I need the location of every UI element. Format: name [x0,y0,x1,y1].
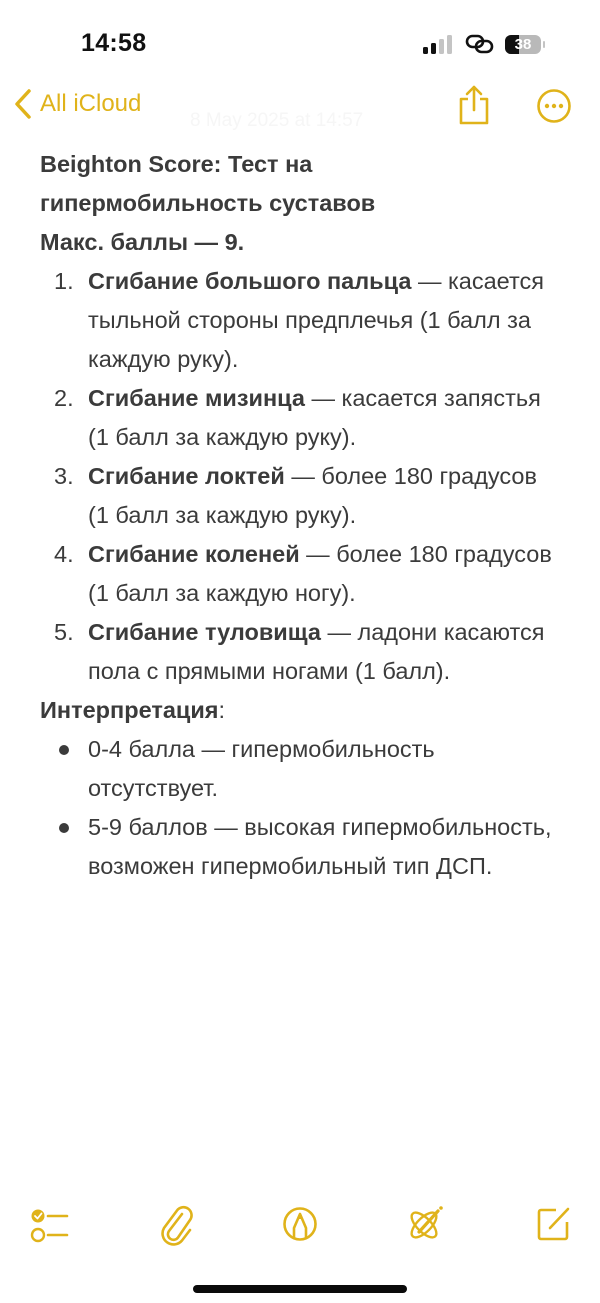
attachment-icon [160,1204,196,1246]
note-title-line-2: гипермобильность суставов [40,190,376,216]
interpretation-heading [40,691,560,730]
max-score: Макс. баллы — 9. [40,229,245,255]
criterion-name: Сгибание коленей [88,541,300,567]
battery-percent: 38 [514,36,532,53]
note-title-line-1: Beighton Score: Тест на [40,151,313,177]
list-item [40,613,560,691]
note-date: 8 May 2025 at 14:57 [190,110,364,131]
list-number: 3. [54,463,74,489]
back-label: All iCloud [40,90,142,117]
back-button[interactable] [14,88,141,120]
criterion-name: Сгибание мизинца [88,385,305,411]
criterion-name: Сгибание локтей [88,463,285,489]
list-item [40,730,560,808]
compose-button[interactable] [536,1206,572,1247]
personal-hotspot-link-icon [465,33,495,55]
checklist-icon [30,1208,70,1244]
status-bar [0,0,600,80]
list-number: 5. [54,619,74,645]
note-body[interactable] [40,145,560,886]
interpretation-colon: : [218,697,226,723]
navigation-bar [0,80,600,136]
list-item [40,808,560,886]
markup-button[interactable] [282,1206,318,1247]
ellipsis-circle-icon [536,88,572,124]
attachment-button[interactable] [160,1204,196,1251]
cellular-signal-icon [423,36,455,54]
writing-tools-button[interactable] [405,1204,445,1249]
list-number: 1. [54,268,74,294]
more-options-button[interactable] [536,88,572,129]
list-item [40,379,560,457]
chevron-left-icon [14,88,32,120]
interpretation-list [40,730,560,886]
writing-tools-icon [405,1204,445,1244]
markup-icon [282,1206,318,1242]
list-item [40,535,560,613]
battery-icon [505,35,541,54]
list-number: 2. [54,385,74,411]
criterion-name: Сгибание туловища [88,619,321,645]
list-number: 4. [54,541,74,567]
list-item [40,262,560,379]
interpretation-text: 0-4 балла — гипермобильность отсутствует. [88,736,435,801]
criterion-description: — касается тыльной стороны предплечья (1 балл за каждую руку). [88,268,544,372]
checklist-button[interactable] [30,1208,70,1249]
criterion-name: Сгибание большого пальца [88,268,412,294]
criterion-description: — более 180 градусов (1 балл за каждую руку). [88,463,537,528]
status-time: 14:58 [81,29,147,57]
home-indicator[interactable] [193,1285,407,1293]
bullet-icon [59,823,69,833]
share-icon [457,84,491,126]
criterion-description: — ладони касаются пола с прямыми ногами (1 балл). [88,619,545,684]
interpretation-text: 5-9 баллов — высокая гипермобильность, возможен гипермобильный тип ДСП. [88,814,552,879]
criteria-list [40,262,560,691]
interpretation-label: Интерпретация [40,697,219,723]
battery-cap [543,41,545,48]
bottom-toolbar [0,1200,600,1250]
criterion-description: — более 180 градусов (1 балл за каждую ногу). [88,541,552,606]
list-item [40,457,560,535]
share-button[interactable] [457,84,491,131]
bullet-icon [59,745,69,755]
criterion-description: — касается запястья (1 балл за каждую руку). [88,385,541,450]
compose-icon [536,1206,572,1242]
